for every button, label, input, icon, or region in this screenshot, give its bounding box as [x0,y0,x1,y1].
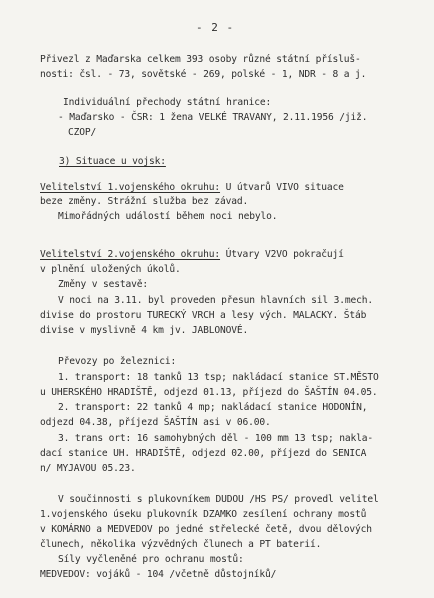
text-line: Převozy po železnici: [58,356,177,367]
text-line: v KOMÁRNO a MEDVEDOV po jedné střelecké četě, dvou dělových [40,524,372,535]
page-number: - 2 - [196,21,235,34]
text-line: V součinnosti s plukovníkem DUDOU /HS PS/ provedl velitel [58,494,379,505]
text-line: Velitelství 1.vojenského okruhu: U útvarů VIVO situace [40,182,344,193]
unit-heading: Velitelství 1.vojenského okruhu: [40,182,221,193]
text-line: člunech, několika výzvědných člunech a PT baterií. [40,539,322,550]
section-heading: 3) Situace u vojsk: [59,156,166,167]
text-line: divise v myslivně 4 km jv. JABLONOVÉ. [40,325,249,336]
text-line: V noci na 3.11. byl proveden přesun hlavních sil 3.mech. [58,295,374,306]
text-line: Velitelství 2.vojenského okruhu: Útvary V2VO pokračují [40,249,344,260]
text-line: beze změny. Strážní služba bez závad. [40,196,249,207]
text-line: v plnění uložených úkolů. [40,264,181,275]
text-line: 2. transport: 22 tanků 4 mp; nakládací stanice HODONÍN, [58,402,368,413]
text-line: dací stanice UH. HRADIŠTĚ, odjezd 02.00, příjezd do SENICA [40,448,367,459]
text-line: MEDVEDOV: vojáků - 104 /včetně důstojníků/ [40,569,277,580]
text-line: Změny v sestavě: [58,279,149,290]
text-line: 1. transport: 18 tanků 13 tsp; nakládací stanice ST.MĚSTO [58,372,379,383]
text-line: u UHERSKÉHO HRADIŠTĚ, odjezd 01.13, příjezd do ŠAŠTÍN 04.05. [40,387,378,398]
text-line: 3. trans ort: 16 samohybných děl - 100 mm 13 tsp; nakla- [58,433,374,444]
text-line: Individuální přechody státní hranice: [63,97,272,108]
unit-heading: Velitelství 2.vojenského okruhu: [40,249,221,260]
text-line: - Maďarsko - ČSR: 1 žena VELKÉ TRAVANY, 2.11.1956 /již. [58,112,368,123]
text-line: divise do prostoru TURECKÝ VRCH a lesy vých. MALACKY. Štáb [40,310,367,321]
text-line: n/ MYJAVOU 05.23. [40,463,136,474]
text-line: nosti: čsl. - 73, sovětské - 269, polské - 1, NDR - 8 a j. [40,69,367,80]
text-line: Mimořádných událostí během noci nebylo. [58,211,278,222]
text-line: 1.vojenského úseku plukovník DZAMKO zesílení ochrany mostů [40,509,367,520]
text-line: CZOP/ [68,127,97,138]
text-line: Síly vyčleněné pro ochranu mostů: [58,554,244,565]
text-line: odjezd 04.38, příjezd ŠAŠTÍN asi v 06.00. [40,417,271,428]
text-line: Přivezl z Maďarska celkem 393 osoby různé státní přísluš- [40,54,361,65]
